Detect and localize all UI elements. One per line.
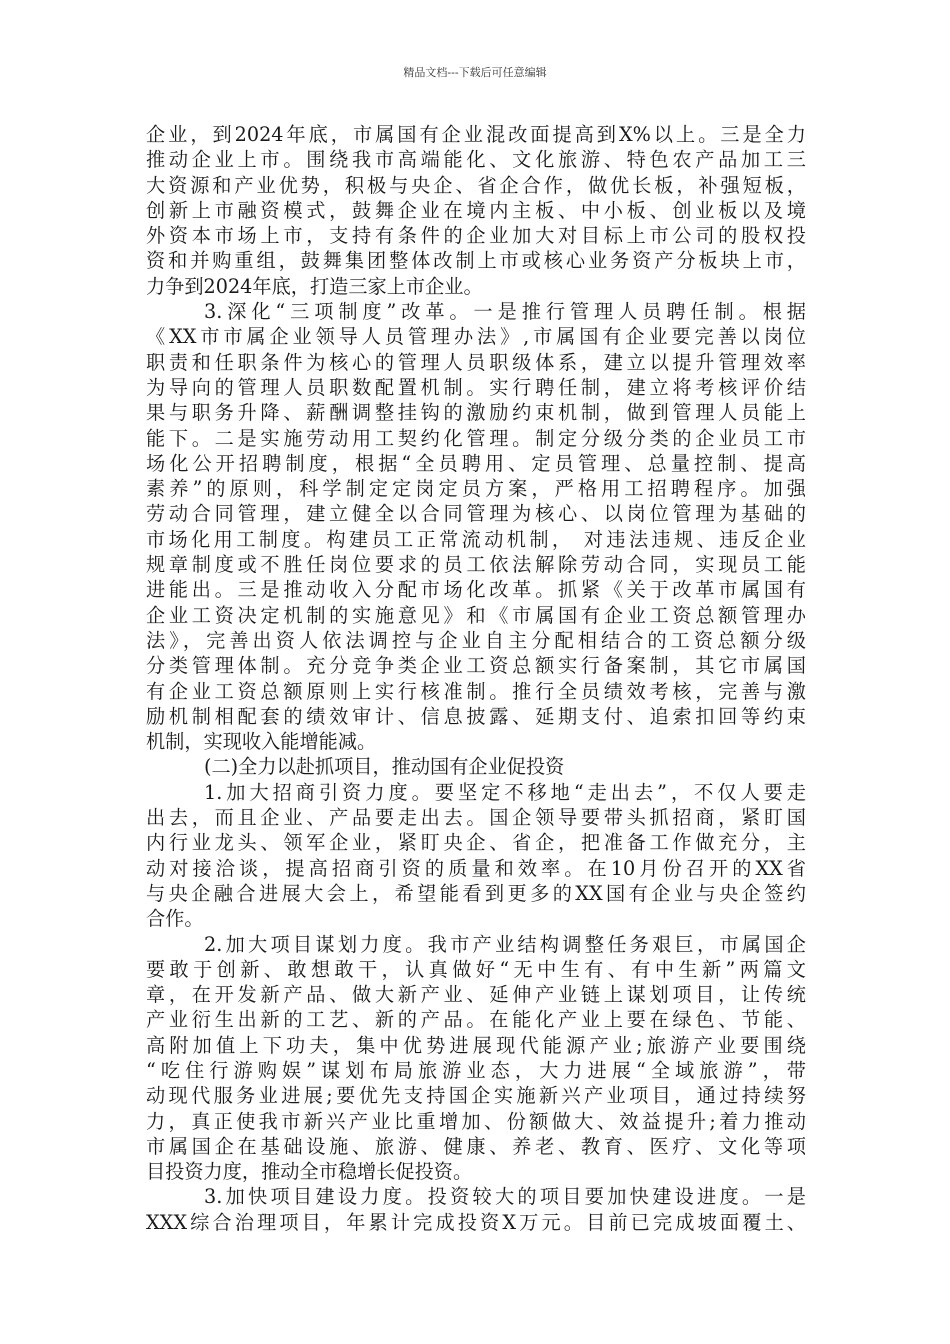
text-line: 场化公开招聘制度，根据“全员聘用、定员管理、总量控制、提高 <box>146 451 806 475</box>
text-line: 分类管理体制。充分竞争类企业工资总额实行备案制，其它市属国 <box>146 654 806 678</box>
text-line: 有企业工资总额原则上实行核准制。推行全员绩效考核，完善与激 <box>146 679 806 703</box>
text-line: 机制，实现收入能增能减。 <box>146 730 377 754</box>
text-line: 力，真正使我市新兴产业比重增加、份额做大、效益提升;着力推动 <box>146 1109 806 1133</box>
text-line: 进能出。三是推动收入分配市场化改革。抓紧《关于改革市属国有 <box>146 578 806 602</box>
text-line: 市场化用工制度。构建员工正常流动机制， 对违法违规、违反企业 <box>146 527 806 551</box>
text-line: 高附加值上下功夫，集中优势进展现代能源产业;旅游产业要围绕 <box>146 1033 806 1057</box>
text-line: 励机制相配套的绩效审计、信息披露、延期支付、追索扣回等约束 <box>146 704 806 728</box>
text-line: 市属国企在基础设施、旅游、健康、养老、教育、医疗、文化等项 <box>146 1134 806 1158</box>
text-line: 职责和任职条件为核心的管理人员职级体系，建立以提升管理效率 <box>146 350 806 374</box>
text-line: 外资本市场上市，支持有条件的企业加大对目标上市公司的股权投 <box>146 224 806 248</box>
text-line: 果与职务升降、薪酬调整挂钩的激励约束机制，做到管理人员能上 <box>146 401 806 425</box>
text-line: 企业，到2024年底，市属国有企业混改面提高到X%以上。三是全力 <box>146 123 806 146</box>
text-line: 力争到2024年底，打造三家上市企业。 <box>146 274 483 298</box>
text-line: 与央企融合进展大会上，希望能看到更多的XX国有企业与央企签约 <box>146 881 806 905</box>
text-line: 2.加大项目谋划力度。我市产业结构调整任务艰巨，市属国企 <box>204 932 806 956</box>
text-line: 章，在开发新产品、做大新产业、延伸产业链上谋划项目，让传统 <box>146 983 806 1007</box>
text-line: 规章制度或不胜任岗位要求的员工依法解除劳动合同，实现员工能 <box>146 553 806 577</box>
text-line: 素养”的原则，科学制定定岗定员方案，严格用工招聘程序。加强 <box>146 477 806 501</box>
text-line: 合作。 <box>146 907 204 931</box>
page-header: 精品文档---下载后可任意编辑 <box>403 66 547 79</box>
text-line: XXX综合治理项目，年累计完成投资X万元。目前已完成坡面覆土、 <box>146 1210 806 1234</box>
text-line: 1.加大招商引资力度。要坚定不移地“走出去”，不仅人要走 <box>204 780 806 804</box>
text-line: 目投资力度，推动全市稳增长促投资。 <box>146 1160 473 1184</box>
text-line: 出去，而且企业、产品要走出去。国企领导要带头抓招商，紧盯国 <box>146 806 806 830</box>
text-line: (二)全力以赴抓项目，推动国有企业促投资 <box>204 755 565 779</box>
text-line: 3.深化“三项制度”改革。一是推行管理人员聘任制。根据 <box>204 300 806 324</box>
text-line: 推动企业上市。围绕我市高端能化、文化旅游、特色农产品加工三 <box>146 148 806 172</box>
text-line: 3.加快项目建设力度。投资较大的项目要加快建设进度。一是 <box>204 1185 806 1209</box>
text-line: 创新上市融资模式，鼓舞企业在境内主板、中小板、创业板以及境 <box>146 198 806 222</box>
text-line: 劳动合同管理，建立健全以合同管理为核心、以岗位管理为基础的 <box>146 502 806 526</box>
text-line: 资和并购重组，鼓舞集团整体改制上市或核心业务资产分板块上市， <box>146 249 806 273</box>
text-line: 法》，完善出资人依法调控与企业自主分配相结合的工资总额分级 <box>146 628 806 652</box>
text-line: 企业工资决定机制的实施意见》和《市属国有企业工资总额管理办 <box>146 603 806 627</box>
text-line: 产业衍生出新的工艺、新的产品。在能化产业上要在绿色、节能、 <box>146 1008 806 1032</box>
text-line: 动对接洽谈，提高招商引资的质量和效率。在10月份召开的XX省 <box>146 856 806 880</box>
text-line: 要敢于创新、敢想敢干，认真做好“无中生有、有中生新”两篇文 <box>146 957 806 981</box>
text-line: 大资源和产业优势，积极与央企、省企合作，做优长板，补强短板， <box>146 173 806 197</box>
text-line: 《XX市市属企业领导人员管理办法》,市属国有企业要完善以岗位 <box>146 325 806 349</box>
document-body <box>146 122 806 1235</box>
text-line: 内行业龙头、领军企业，紧盯央企、省企，把准备工作做充分，主 <box>146 831 806 855</box>
text-line: “吃住行游购娱”谋划布局旅游业态，大力进展“全域旅游”，带 <box>146 1058 806 1082</box>
text-line: 动现代服务业进展;要优先支持国企实施新兴产业项目，通过持续努 <box>146 1084 806 1108</box>
text-line: 为导向的管理人员职数配置机制。实行聘任制，建立将考核评价结 <box>146 375 806 399</box>
text-line: 能下。二是实施劳动用工契约化管理。制定分级分类的企业员工市 <box>146 426 806 450</box>
